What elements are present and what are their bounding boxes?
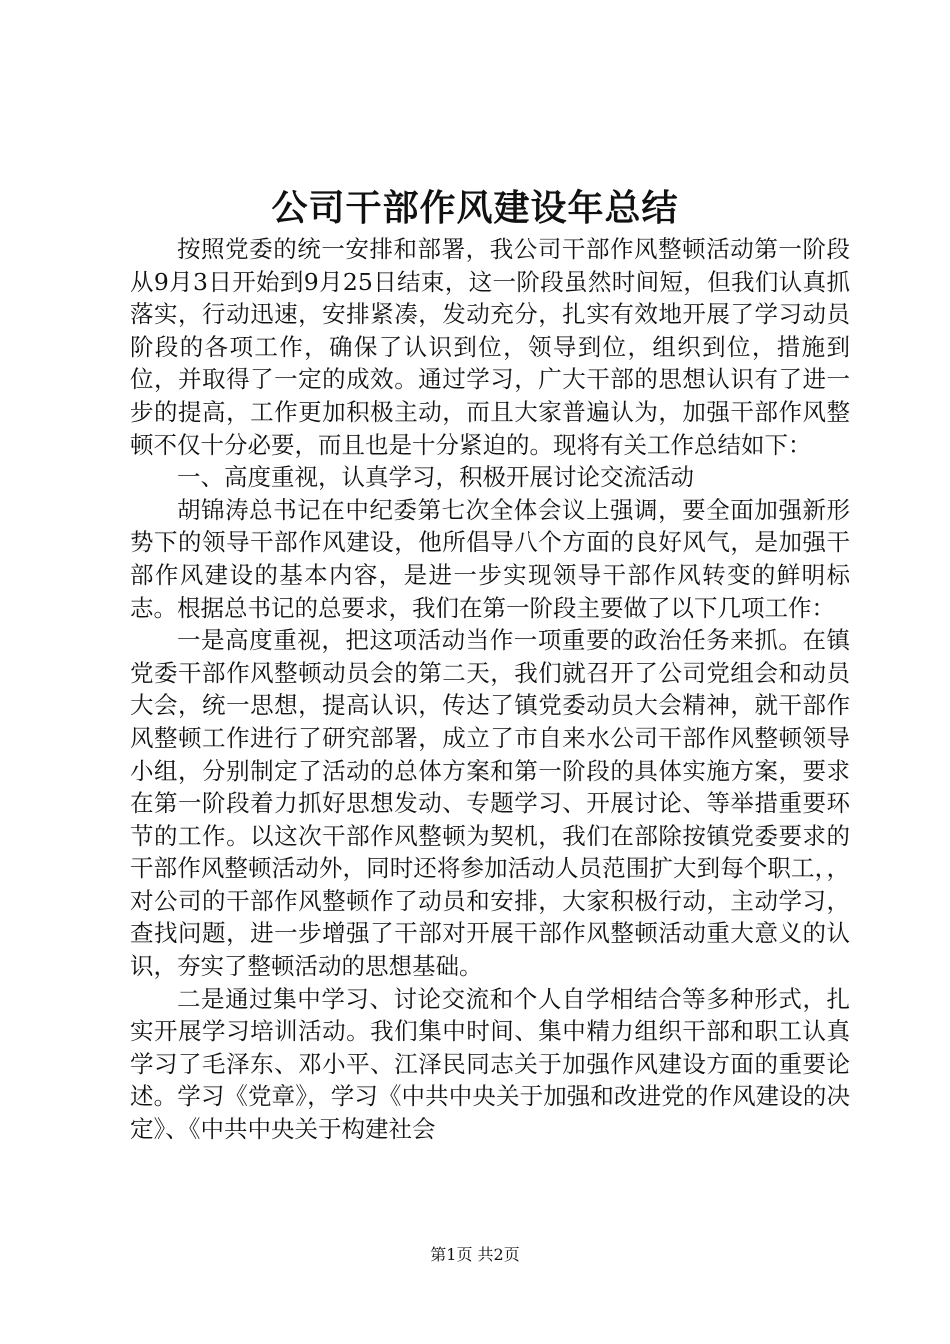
paragraph-intro: 按照党委的统一安排和部署，我公司干部作风整顿活动第一阶段从9月3日开始到9月25日结束，这一阶段虽然时间短，但我们认真抓落实，行动迅速，安排紧凑，发动充分，扎实有效地开展了学习动员阶段的各项工作，确保了认识到位，领导到位，组织到位，措施到位，并取得了一定的成效。通过学习，广大干部的思想认识有了进一步的提高，工作更加积极主动，而且大家普遍认为，加强干部作风整顿不仅十分必要，而且也是十分紧迫的。现将有关工作总结如下： [130, 235, 850, 459]
document-title: 公司干部作风建设年总结 [271, 187, 679, 229]
document-body [130, 233, 850, 1146]
paragraph-point-1: 一是高度重视，把这项活动当作一项重要的政治任务来抓。在镇党委干部作风整顿动员会的第二天，我们就召开了公司党组会和动员大会，统一思想，提高认识，传达了镇党委动员大会精神，就干部作风整顿工作进行了研究部署，成立了市自来水公司干部作风整顿领导小组，分别制定了活动的总体方案和第一阶段的具体实施方案，要求在第一阶段着力抓好思想发动、专题学习、开展讨论、等举措重要环节的工作。以这次干部作风整顿为契机，我们在部除按镇党委要求的干部作风整顿活动外，同时还将参加活动人员范围扩大到每个职工，，对公司的干部作风整顿作了动员和安排，大家积极行动，主动学习，查找问题，进一步增强了干部对开展干部作风整顿活动重大意义的认识，夯实了整顿活动的思想基础。 [130, 626, 850, 981]
page-number-footer: 第1页 共2页 [430, 1245, 520, 1264]
section-heading-1: 一、高度重视，认真学习，积极开展讨论交流活动 [177, 463, 694, 492]
paragraph-point-2: 二是通过集中学习、讨论交流和个人自学相结合等多种形式，扎实开展学习培训活动。我们集中时间、集中精力组织干部和职工认真学习了毛泽东、邓小平、江泽民同志关于加强作风建设方面的重要论述。学习《党章》，学习《中共中央关于加强和改进党的作风建设的决定》、《中共中央关于构建社会 [130, 984, 850, 1144]
paragraph-background: 胡锦涛总书记在中纪委第七次全体会议上强调，要全面加强新形势下的领导干部作风建设，他所倡导八个方面的良好风气，是加强干部作风建设的基本内容，是进一步实现领导干部作风转变的鲜明标志。根据总书记的总要求，我们在第一阶段主要做了以下几项工作： [130, 495, 850, 622]
